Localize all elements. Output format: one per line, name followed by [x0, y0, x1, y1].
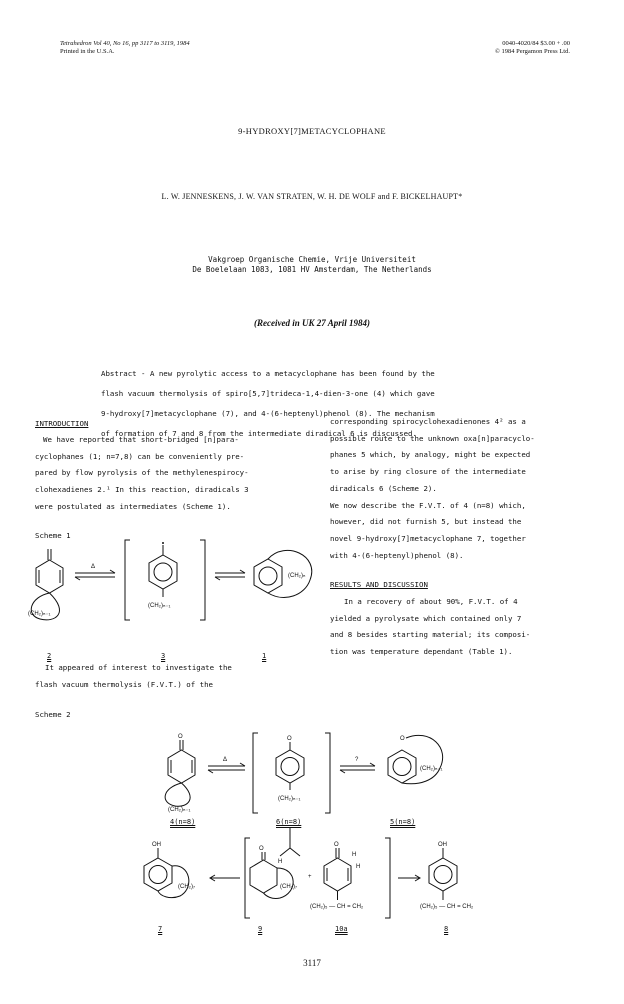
page-number: 3117	[303, 958, 321, 968]
right-column-paragraph	[330, 414, 600, 564]
results-heading: RESULTS AND DISCUSSION	[330, 580, 428, 589]
intermediate-9-structure	[250, 846, 297, 899]
intro-line: pared by flow pyrolysis of the methylenespirocy-	[35, 468, 249, 478]
copyright: © 1984 Pergamon Press Ltd.	[494, 48, 570, 55]
right-line: We now describe the F.V.T. of 4 (n=8) which,	[330, 500, 526, 510]
intro-line: cyclophanes (1; n=7,8) can be conveniently pre-	[35, 451, 245, 461]
results-line: and 8 besides starting material; its composi-	[330, 630, 531, 640]
chain-label: (CH₂)ₙ	[288, 573, 306, 579]
right-line: with 4-(6-heptenyl)phenol (8).	[330, 550, 464, 560]
results-line: tion was temperature dependant (Table 1).	[330, 647, 513, 657]
affiliation-line-1: Vakgroep Organische Chemie, Vrije Universiteit	[208, 255, 416, 264]
chain-label: (CH₂)ₙ₋₁	[168, 807, 191, 813]
paper-title: 9-HYDROXY[7]METACYCLOPHANE	[238, 126, 386, 136]
compound-label-7: 7	[158, 925, 163, 933]
hydrogen-label: H	[352, 852, 357, 858]
intro-line: clohexadienes 2.¹ In this reaction, diradicals 3	[35, 485, 249, 495]
compound-label-8: 8	[444, 925, 449, 933]
price-code: 0040-4020/84 $3.00 + .00	[502, 40, 570, 47]
results-paragraph	[330, 594, 600, 661]
compound-1-structure	[254, 550, 312, 597]
hydrogen-label: H	[356, 864, 361, 870]
compound-label-5: 5(n=8)	[390, 818, 416, 826]
compound-label-3: 3	[161, 652, 166, 660]
chain-label: (CH₂)ₙ₋₁	[28, 611, 51, 617]
abstract-line-4: of formation of 7 and 8 from the intermediate diradical 6 is discussed.	[101, 429, 417, 438]
compound-label-1: 1	[262, 652, 267, 660]
compound-2-structure	[28, 549, 63, 620]
right-line: phanes 5 which, by analogy, might be expected	[330, 450, 531, 460]
abstract-line-1: Abstract - A new pyrolytic access to a metacyclophane has been found by the	[101, 369, 435, 378]
compound-7-structure	[144, 842, 195, 898]
oxygen-label: O	[178, 734, 183, 740]
plus-sign: +	[308, 874, 312, 880]
scheme-1-structures	[20, 535, 320, 635]
introduction-heading: INTRODUCTION	[35, 419, 89, 428]
intro-line: were postulated as intermediates (Scheme 1).	[35, 501, 231, 511]
compound-label-6: 6(n=8)	[276, 818, 302, 826]
scheme-1-label: Scheme 1	[35, 531, 71, 540]
oxygen-label: O	[259, 846, 264, 852]
results-line: In a recovery of about 90%, F.V.T. of 4	[344, 597, 518, 606]
author-list: L. W. JENNESKENS, J. W. VAN STRATEN, W. H. DE WOLF and F. BICKELHAUPT*	[161, 192, 463, 201]
delta-symbol: Δ	[91, 564, 96, 570]
compound-label-2: 2	[47, 652, 52, 660]
diradical-3-structure	[148, 542, 177, 609]
scheme-2-structures	[130, 728, 550, 948]
question-mark: ?	[355, 757, 359, 763]
abstract-line-2: flash vacuum thermolysis of spiro[5,7]trideca-1,4-dien-3-one (4) which gave	[101, 389, 435, 398]
compound-8-structure	[420, 842, 474, 910]
compound-label-4: 4(n=8)	[170, 818, 196, 826]
compound-4-structure	[165, 734, 195, 813]
right-line: novel 9-hydroxy[7]metacyclophane 7, together	[330, 533, 526, 543]
copyright-block	[440, 40, 570, 56]
hydroxyl-label: OH	[152, 842, 161, 848]
delta-symbol: Δ	[223, 757, 228, 763]
chain-label: (CH₂)ₙ₋₁	[420, 766, 443, 772]
chain-label: (CH₂)₅ — CH = CH₂	[310, 904, 364, 910]
hydroxyl-label: OH	[438, 842, 447, 848]
intro-line: We have reported that short-bridged [n]para-	[43, 435, 239, 444]
compound-10a-structure	[310, 842, 364, 910]
right-line: corresponding spirocyclohexadienones 4² as a	[330, 417, 526, 426]
compound-label-9: 9	[258, 925, 263, 933]
right-line: however, did not furnish 5, but instead the	[330, 517, 522, 527]
intro-continuation	[35, 660, 310, 693]
compound-5-structure	[388, 735, 443, 783]
chain-label: (CH₂)₅ — CH = CH₂	[420, 904, 474, 910]
hydrogen-label: H	[278, 859, 283, 865]
oxygen-label: O	[400, 736, 405, 742]
intro-line: It appeared of interest to investigate the	[45, 663, 232, 672]
chain-label: (CH₂)ₙ₋₁	[278, 796, 301, 802]
results-line: yielded a pyrolysate which contained only 7	[330, 613, 522, 623]
affiliation	[0, 255, 624, 275]
intro-line: flash vacuum thermolysis (F.V.T.) of the	[35, 679, 213, 689]
intro-paragraph	[35, 432, 310, 516]
oxygen-radical-label: O	[287, 736, 292, 742]
journal-citation: Tetrahedron Vol 40, No 16, pp 3117 to 3119, 1984 Printed in the U.S.A.	[60, 40, 190, 55]
scheme-2-label: Scheme 2	[35, 710, 71, 719]
chain-label: (CH₂)₇	[178, 884, 196, 890]
right-line: possible route to the unknown oxa[n]paracyclo-	[330, 433, 535, 443]
printed-note: Printed in the U.S.A.	[60, 48, 115, 55]
oxygen-label: O	[334, 842, 339, 848]
right-line: to arise by ring closure of the intermediate	[330, 467, 526, 477]
chain-label: (CH₂)ₙ₋₁	[148, 603, 171, 609]
diradical-6-structure	[276, 736, 304, 802]
compound-label-10a: 10a	[335, 925, 348, 933]
affiliation-line-2: De Boelelaan 1083, 1081 HV Amsterdam, The Netherlands	[192, 265, 432, 274]
abstract-line-3: 9-hydroxy[7]metacyclophane (7), and 4-(6-heptenyl)phenol (8). The mechanism	[101, 409, 435, 418]
right-line: diradicals 6 (Scheme 2).	[330, 483, 437, 493]
received-date: (Received in UK 27 April 1984)	[254, 318, 370, 328]
chain-label: (CH₂)₇	[280, 884, 298, 890]
